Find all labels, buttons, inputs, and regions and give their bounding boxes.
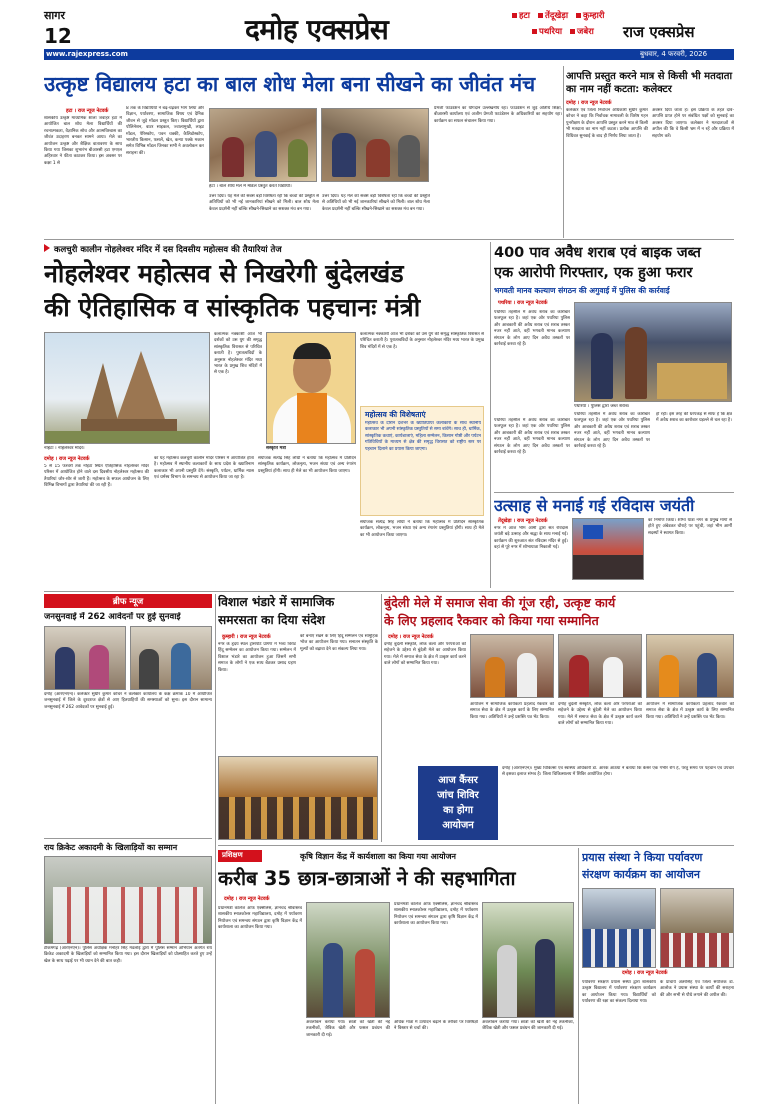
story-headline-line2: के लिए प्रहलाद रैकवार को किया गया सम्मानित [384, 613, 599, 628]
kicker [44, 244, 282, 255]
person-shape [625, 327, 647, 399]
story-photo-1 [209, 108, 317, 182]
header-rule [44, 49, 734, 60]
brief-label: ब्रीफ न्यूज [112, 597, 144, 607]
story-headline-line2: समरसता का दिया संदेश [218, 613, 325, 627]
crowd-shape [573, 555, 644, 580]
temple-icon [45, 333, 210, 444]
column-rule [578, 848, 579, 1104]
team-shape [53, 887, 203, 944]
promo-line-4: आयोजन [442, 820, 474, 831]
story-headline-line1: विशाल भंडारे में सामाजिक [218, 595, 335, 609]
mela-photo-1 [470, 634, 554, 698]
story-illegal-liquor [494, 242, 734, 490]
box-title: महोत्सव की विशेषताएं [365, 410, 426, 419]
story-text-col1: दमोह बुंदेली संस्कृति, लोक कला और परंपराओं को सहेजने के उद्देश्य से बुंदेली मेले का आयोजन किया गया। मेले में समाज सेवा के क्षेत्र में उत्कृष्ट कार्य करने वाले लोगों को सम्मानित किया गया। [384, 642, 466, 667]
section-rule [44, 591, 734, 592]
box-text: महोत्सव के दौरान देशभर के ख्यातिप्राप्त कलाकारों के साथ स्थानीय कलाकार भी अपनी सांस्कृतिक प्रस्तुतियों से समा बांधेंगे। साथ ही, धार्मिक, सांस्कृतिक कथाएं, कार्यशालाएं, महिला सम्मेलन, किसान गोष्ठी और पर्यटन गतिविधियों के माध्यम से क्षेत्र की समृद्ध विरासत को राष्ट्रीय स्तर पर पहचान दिलाने का प्रयास किया जाएगा। [365, 421, 481, 452]
students-shape [332, 133, 356, 177]
liquor-photo [574, 302, 732, 402]
person-shape [659, 655, 679, 698]
brief-headline-2: राय क्रिकेट अकादमी के खिलाड़ियों का सम्मान [44, 843, 178, 852]
person-shape [171, 643, 191, 690]
students-shape [583, 929, 656, 968]
prayas-photo-2 [660, 888, 734, 968]
story-text-col3: संयोजक सत्येंद्र सिंह लोधी ने बताया कि महोत्सव में प्रतिदिन सांस्कृतिक कार्यक्रम, लोकनृत्य, भजन संध्या एवं अन्य रंगारंग प्रस्तुतियां होंगी। साथ ही मेले का भी आयोजन किया जाएगा। [258, 456, 356, 474]
person-shape [89, 645, 109, 690]
minister-photo [266, 332, 356, 444]
highlights-box [360, 406, 484, 516]
story-byline: दमोह । राज न्यूज नेटवर्क [388, 634, 434, 640]
kicker-arrow-icon [44, 244, 50, 252]
section-rule [494, 492, 734, 493]
story-prayas-environment [582, 848, 734, 1104]
story-byline: तेंदूखेड़ा । राज न्यूज नेटवर्क [498, 518, 548, 524]
students-shape [255, 131, 277, 177]
story-bal-shodh-mela [44, 66, 562, 238]
story-text-col3: दमोह बुंदेली संस्कृति, लोक कला और परंपराओं को सहेजने के उद्देश्य से बुंदेली मेले का आयोजन किया गया। मेले में समाज सेवा के क्षेत्र में उत्कृष्ट कार्य करने वाले लोगों को सम्मानित किया गया। [558, 702, 642, 727]
story-byline: दमोह । राज न्यूज नेटवर्क [44, 456, 90, 462]
nav-square-icon [538, 13, 543, 18]
column-rule [381, 594, 382, 842]
story-headline: उत्कृष्ट विद्यालय हटा का बाल शोध मेला बना सीखने का जीवंत मंच [44, 72, 536, 96]
story-text-col1: शासकीय उत्कृष्ट माध्यमिक शाला जवाहर हटा में आयोजित बाल शोध मेला विद्यार्थियों की रचनात्मकता, वैज्ञानिक सोच और आत्मविश्वास का जीवंत उदाहरण बनकर सामने आया। मेले का आयोजन उत्कृष्ट और शैक्षिक वातावरण के साथ किया गया जिसका शुभारंभ बीआरसी हटा एमएल अहिरवार ने फीता काटकर किया। इस अवसर पर कक्षा 1 से [44, 116, 122, 166]
story-bundeli-mela [384, 594, 734, 842]
nav-row-2 [532, 26, 594, 37]
promo-line-1: आज कैंसर [438, 775, 478, 786]
story-text-col1b: पथरिया तहसील में अवैध शराब का कारोबार फलफूल रहा है। जहां एक ओर पथरिया पुलिस और आबकारी की अवैध शराब एवं शराब तस्कर नजर नहीं आते, वहीं भगवती मानव कल्याण संगठन के लोग आए दिन अवैध तस्करों पर कार्रवाई करवा रहे हैं। [494, 418, 570, 456]
story-text-col5: अवलोकन कराया गया। छात्रों को खेती की नई तकनीकों, जैविक खेती और फसल प्रबंधन की जानकारी दी गई। [482, 1020, 574, 1032]
flag-shape [583, 525, 603, 539]
promo-line-2: जांच शिविर [437, 790, 479, 801]
brief-news-column [44, 594, 212, 1104]
issue-date: बुधवार, 4 फरवरी, 2026 [640, 50, 708, 58]
story-ravidas-jayanti [494, 494, 734, 590]
story-nohleshwar [44, 242, 484, 590]
section-rule [44, 239, 734, 240]
story-headline-line1: बुंदेली मेले में समाज सेवा की गूंज रही, उत्कृष्ट कार्य [384, 595, 616, 610]
person-shape [355, 949, 375, 1018]
story-text-col1: नगर के हृदय स्थल ट्रांसपोर्ट प्रांगण में भव्य विराट हिंदू सम्मेलन का आयोजन किया गया। सम्मेलन में विशाल भंडारे का आयोजन हुआ जिसमें सभी समाज के लोगों ने एक साथ बैठकर प्रसाद ग्रहण किया। [218, 642, 296, 673]
story-text-col2: आयोजन में सामाजिक कार्यकर्ता प्रहलाद रैकवार को समाज सेवा के क्षेत्र में उत्कृष्ट कार्य के लिए सम्मानित किया गया। अतिथियों ने उन्हें प्रशस्ति पत्र भेंट किया। [470, 702, 554, 720]
story-text-col2: अवलोकन कराया गया। छात्रों को खेती की नई तकनीकों, जैविक खेती और फसल प्रबंधन की जानकारी दी गई। [306, 1020, 390, 1038]
story-text-col4: कलात्मक नक्काशी आज भी दर्शकों को उस युग की समृद्ध सांस्कृतिक विरासत से परिचित कराती है। पुरातत्वविदों के अनुसार नोहलेश्वर मंदिर मध्य भारत के प्रमुख शिव मंदिरों में से एक है। [214, 332, 262, 376]
person-shape [497, 945, 517, 1018]
story-text-col1: नगर में आज भीम आर्मी द्वारा संत रविदास जयंती बड़े उत्साह और श्रद्धा के साथ मनाई गई। कार्यक्रम की शुरुआत संत रविदास मंदिर से हुई। वहां से पूरे नगर में शोभायात्रा निकाली गई। [494, 526, 568, 551]
nav-square-icon [512, 13, 517, 18]
workshop-photo-1 [306, 902, 390, 1018]
brief-photo-1 [44, 626, 126, 690]
students-shape [288, 139, 308, 177]
story-byline: दमोह । राज न्यूज नेटवर्क [224, 896, 270, 902]
story-headline: आपत्ति प्रस्तुत करने मात्र से किसी भी मतदाता का नाम नहीं कटता: कलेक्टर [566, 71, 733, 95]
page-number: 12 [44, 24, 72, 48]
story-headline-line1: नोहलेश्वर महोत्सव से निखरेगी बुंदेलखंड [44, 259, 404, 288]
masthead-bar [0, 0, 778, 64]
story-text-col2: पथरिया तहसील में अवैध शराब का कारोबार फलफूल रहा है। जहां एक ओर पथरिया पुलिस और आबकारी की अवैध शराब एवं शराब तस्कर नजर नहीं आते, वहीं भगवती मानव कल्याण संगठन के लोग आए दिन अवैध तस्करों पर कार्रवाई करवा रहे हैं। [574, 412, 650, 450]
promo-text: दमोह (आरएनएन)। मुख्य चिकित्सा एवं स्वास्थ्य अधिकारी डॉ. आरके आठया ने बताया कि कैंसर एक गंभीर रोग है, परंतु समय पर पहचान एवं उपचार से इसका इलाज संभव है। जिला चिकित्सालय में शिविर आयोजित होगा। [502, 766, 734, 778]
story-text-col3: उत्तर दिया। यह मेले की सबसे बड़ी विशेषता रही कि बच्चों की प्रस्तुति से अतिथियों को भी नई जानकारियां सीखने को मिली। बाल शोध मेला केवल प्रदर्शनी नहीं बल्कि सीखने-सिखाने का सशक्त मंच बन गया। [209, 194, 319, 212]
story-headline-line1: प्रयास संस्था ने किया पर्यावरण [582, 851, 703, 864]
story-text-col6: संयोजक सत्येंद्र सिंह लोधी ने बताया कि महोत्सव में प्रतिदिन सांस्कृतिक कार्यक्रम, लोकनृत्य, भजन संध्या एवं अन्य रंगारंग प्रस्तुतियां होंगी। साथ ही मेले का भी आयोजन किया जाएगा। [360, 520, 484, 538]
brief-text-2: टीकमगढ़ (आरएनएन)। पुलिस अधीक्षक मनोहर सिंह मंडलोई द्वारा मैं पुलिस सम्मान अभियान अंतर्गत राय क्रिकेट अकादमी के खिलाड़ियों को सम्मानित किया गया। इस दौरान खिलाड़ियों को प्रोत्साहित करते हुए उन्हें खेल के साथ पढ़ाई पर भी ध्यान देने की बात कही। [44, 946, 212, 964]
brief-text-1: दमोह (आरएनएन)। कलेक्टर सुधीर कुमार कोचर ने कलेक्टर कार्यालय के कक्ष क्रमांक 10 में आयोजित जनसुनवाई में जिले के दूरदराज क्षेत्रों से आए हितग्राहियों की समस्याओं को सुना। इस दौरान सामान्य जनसुनवाई में 262 आवेदकों पर सुनवाई हुई। [44, 692, 212, 710]
students-shape [661, 933, 734, 968]
person-shape [55, 647, 75, 690]
city-label: सागर [44, 9, 65, 22]
story-text-col5: कलात्मक नक्काशी आज भी दर्शकों को उस युग की समृद्ध सांस्कृतिक विरासत से परिचित कराती है। पुरातत्वविदों के अनुसार नोहलेश्वर मंदिर मध्य भारत के प्रमुख शिव मंदिरों में से एक है। [360, 332, 484, 350]
ravidas-photo [572, 518, 644, 580]
students-shape [222, 137, 244, 177]
story-text-col2: 8 तक के विद्यार्थियों ने बढ़-चढ़कर भाग लिया और विज्ञान, पर्यावरण, सामाजिक विषय एवं दैनिक जीवन से जुड़े मॉडल प्रस्तुत किए। विद्यार्थियों द्वारा पोलिनेशन, वाटर साइकल, ज्वालामुखी, लाइट मॉडल, पेरिस्कोप, पवन चक्की, कैलिडोस्कोप, भारतीय किसान, फसलें, खेत, कन्या पक्के मकान समेत विभिन्न मॉडल जिनका सभी ने अवलोकन कर सराहना की। [126, 106, 204, 156]
brand-logo: राज एक्सप्रेस [623, 23, 695, 41]
story-text-col1: पर्यावरण संरक्षण प्रयास संस्था द्वारा शासकीय उत्कृष्ट विद्यालय में पर्यावरण संरक्षण कार्यक्रम का आयोजन किया गया। विद्यार्थियों को पर्यावरण की रक्षा का संकल्प दिलाया गया। [582, 980, 656, 1005]
person-shape [517, 653, 537, 698]
story-byline: पथरिया । राज न्यूज नेटवर्क [498, 300, 548, 306]
section-rule [44, 838, 212, 839]
person-shape [603, 657, 623, 698]
story-headline: करीब 35 छात्र-छात्राओं ने की सहभागिता [218, 867, 516, 890]
kicker-tag: प्रशिक्षण [222, 851, 243, 859]
story-collector [566, 66, 734, 238]
nav-square-icon [532, 29, 537, 34]
promo-line-3: का होगा [443, 805, 473, 816]
person-shape [697, 653, 717, 698]
photo-caption: नोहटा । नोहलेश्वर मंदिर। [44, 446, 85, 451]
story-text-col2: का यह महोत्सव कलचुरी कालीन मंदिर परिसर में आयोजित होता है। महोत्सव में स्थानीय कलाकारों के साथ प्रदेश के ख्यातिनाम कलाकार भी अपनी प्रस्तुति देंगे। संस्कृति, पर्यटन, धार्मिक न्यास एवं धर्मस्व विभाग के समन्वय से आयोजन किया जा रहा है। [154, 456, 254, 481]
person-shape [535, 939, 555, 1018]
story-text-col4: आयोजन में सामाजिक कार्यकर्ता प्रहलाद रैकवार को समाज सेवा के क्षेत्र में उत्कृष्ट कार्य के लिए सम्मानित किया गया। अतिथियों ने उन्हें प्रशस्ति पत्र भेंट किया। [646, 702, 734, 720]
story-headline-line1: 400 पाव अवैध शराब एवं बाइक जब्त [494, 245, 701, 261]
brief-photo-3 [44, 856, 212, 944]
story-headline: उत्साह से मनाई गई रविदास जयंती [494, 496, 695, 515]
brief-headline-1: जनसुनवाई में 262 आवेदनों पर हुई सुनवाई [44, 612, 181, 622]
person-shape [591, 333, 613, 399]
kicker-text: कलचुरी कालीन नोहलेश्वर मंदिर में दस दिवसीय महोत्सव की तैयारियां तेज [54, 245, 282, 255]
story-text-col5: प्रेमजी फाउंडेशन का योगदान उल्लेखनीय रहा। फाउंडेशन से जुड़े अतिथि शिक्षा, बीआरसी कार्यालय एवं अजीम प्रेमजी फाउंडेशन के अधिकारियों का सहयोग रहा। कार्यक्रम का सफल संचालन किया गया। [434, 106, 562, 124]
story-krishi-workshop [218, 848, 574, 1104]
crowd-shape [219, 797, 378, 840]
nav-row-1 [512, 10, 605, 21]
mela-photo-3 [646, 634, 734, 698]
section-rule [218, 845, 734, 846]
story-byline: दमोह । राज न्यूज नेटवर्क [566, 100, 612, 106]
story-text-col4: उत्तर दिया। यह मेले की सबसे बड़ी विशेषता रही कि बच्चों की प्रस्तुति से अतिथियों को भी नई जानकारियां सीखने को मिली। बाल शोध मेला केवल प्रदर्शनी नहीं बल्कि सीखने-सिखाने का सशक्त मंच बन गया। [322, 194, 430, 212]
story-text-col2: को बनाए रखने के लिए हिंदू सम्मेलन एवं सामूहिक भोज का आयोजन किया गया। सनातन संस्कृति के मूल्यों को बढ़ावा देने का संकल्प लिया गया। [300, 634, 378, 652]
nav-tendukheda[interactable]: तेंदूखेड़ा [544, 11, 569, 21]
hair-shape [293, 343, 331, 359]
story-bhandara [218, 594, 378, 842]
story-headline-line2: संरक्षण कार्यक्रम का आयोजन [582, 868, 701, 881]
nav-square-icon [576, 13, 581, 18]
photo-caption: संस्कृति मंत्री [266, 446, 286, 451]
story-subhead: भगवती मानव कल्याण संगठन की अगुवाई में पुलिस की कार्रवाई [494, 286, 670, 295]
story-photo-2 [321, 108, 429, 182]
prayas-photo-1 [582, 888, 656, 968]
photo-caption: पथरिया । पुलिस द्वारा जब्त शराब। [574, 404, 630, 409]
story-headline-line2: की ऐतिहासिक व सांस्कृतिक पहचानः मंत्री [44, 293, 421, 322]
students-shape [398, 135, 420, 177]
cancer-camp-promo [418, 766, 498, 840]
nav-jabera[interactable]: जबेरा [577, 27, 594, 37]
nav-square-icon [570, 29, 575, 34]
photo-caption: हटा । बाल शोध मेले में मॉडल प्रस्तुत करते विद्यार्थी। [209, 184, 292, 189]
website-url[interactable]: www.rajexpress.com [46, 50, 128, 58]
story-text-col2: के प्राचार्य अंतरसिंह एवं जिला संयोजक डॉ. आलोक ने प्रयास संस्था के कार्यों की सराहना की और सभी से पौधे लगाने की अपील की। [660, 980, 734, 998]
story-byline: दमोह । राज न्यूज नेटवर्क [622, 970, 668, 976]
students-shape [366, 139, 390, 177]
brief-photo-2 [130, 626, 212, 690]
story-byline: कुम्हारी । राज न्यूज नेटवर्क [222, 634, 271, 640]
column-rule [215, 594, 216, 1104]
person-shape [485, 657, 505, 698]
column-rule [490, 242, 491, 588]
workshop-photo-2 [482, 902, 574, 1018]
story-byline: हटा । राज न्यूज नेटवर्क [66, 108, 109, 114]
mela-photo-2 [558, 634, 642, 698]
story-text-col2: का निर्माण किया। शोभा यात्रा नगर के प्रमुख मार्गों से होते हुए अंबेडकर चौराहे पर पहुंची, जहां भीम आर्मी सदस्यों ने स्वागत किया। [648, 518, 732, 536]
nav-kumhari[interactable]: कुम्हारी [583, 11, 605, 21]
temple-photo [44, 332, 210, 444]
story-text-col1: कलेक्टर एवं जिला निर्वाचन अधिकारी सुधीर कुमार कोचर ने कहा कि निर्वाचक नामावली के विशेष गहन पुनरीक्षण के दौरान आपत्ति प्रस्तुत करने मात्र से किसी भी मतदाता का नाम नहीं कटता। प्रत्येक आपत्ति की विधिवत सुनवाई के बाद ही निर्णय लिया जाता है। [566, 108, 648, 139]
story-text-col1: प्रधानमंत्री कॉलेज ऑफ एक्सीलेंस, ज्ञानचंद श्रीवास्तव शासकीय स्नातकोत्तर महाविद्यालय, दमोह में पर्यावरण नियोजन एवं समन्वय संगठन द्वारा कृषि विज्ञान केंद्र में कार्यशाला का आयोजन किया गया। [218, 906, 302, 931]
person-shape [323, 943, 343, 1018]
crates-shape [657, 363, 727, 399]
story-text-col4: अधिक मात्रा में उत्पादन बढ़ाने के तरीकों पर विशेषज्ञों ने विस्तार से चर्चा की। [394, 1020, 478, 1032]
story-text-col3: प्रधानमंत्री कॉलेज ऑफ एक्सीलेंस, ज्ञानचंद श्रीवास्तव शासकीय स्नातकोत्तर महाविद्यालय, दमोह में पर्यावरण नियोजन एवं समन्वय संगठन द्वारा कृषि विज्ञान केंद्र में कार्यशाला का आयोजन किया गया। [394, 902, 478, 927]
kicker: कृषि विज्ञान केंद्र में कार्यशाला का किया गया आयोजन [300, 852, 456, 861]
nav-hata[interactable]: हटा [519, 11, 530, 21]
story-text-col1: पथरिया तहसील में अवैध शराब का कारोबार फलफूल रहा है। जहां एक ओर पथरिया पुलिस और आबकारी की अवैध शराब एवं शराब तस्कर नजर नहीं आते, वहीं भगवती मानव कल्याण संगठन के लोग आए दिन अवैध तस्करों पर कार्रवाई करवा रहे हैं। [494, 310, 570, 348]
bhandara-photo [218, 756, 378, 840]
person-shape [139, 649, 159, 690]
masthead-title: दमोह एक्सप्रेस [245, 13, 389, 46]
story-text-col1: 5 से 15 फरवरी तक नोहटा स्थित ऐतिहासिक नोहलेश्वर मंदिर परिसर में आयोजित होने वाले दस दिवसीय नोहलेश्वर महोत्सव की तैयारियां जोर-शोर से जारी हैं। महोत्सव के सफल आयोजन के लिए विभिन्न विभागों द्वारा तैयारियां की जा रही हैं। [44, 464, 149, 489]
column-rule [563, 66, 564, 238]
nav-pathariya[interactable]: पथरिया [539, 27, 563, 37]
story-text-col2: अवसर दिया जाता है। इस प्रक्रिया के तहत दावे-आपत्ति प्राप्त होने पर संबंधित पक्षों को सुनवाई का अवसर दिया जाएगा। कलेक्टर ने मतदाताओं से अपील की कि वे किसी भ्रम में न रहें और प्रक्रिया में सहयोग करें। [652, 108, 734, 139]
scarf-shape [297, 393, 327, 444]
person-shape [569, 655, 589, 698]
story-text-col3: हो रही। इस तरह की धरपकड़ से साफ है कि क्षेत्र में अवैध शराब का कारोबार धड़ल्ले से चल रहा है। [656, 412, 732, 424]
story-headline-line2: एक आरोपी गिरफ्तार, एक हुआ फरार [494, 265, 693, 281]
